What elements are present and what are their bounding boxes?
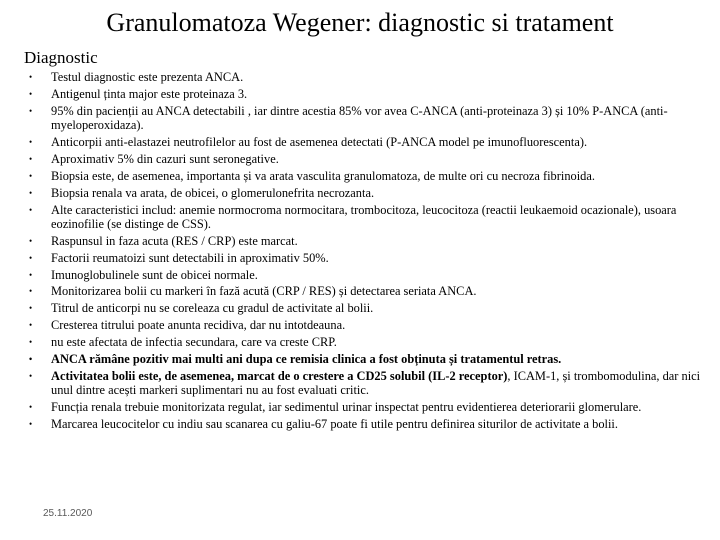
list-item: • Biopsia este, de asemenea, importanta și va arata vasculita granulomatoza, de multe ori cu necroza fibrinoida. [29, 168, 595, 183]
list-item: • Marcarea leucocitelor cu indiu sau scanarea cu galiu-67 poate fi utile pentru definirea siturilor de activitate a bolii. [29, 416, 618, 431]
list-item: • Anticorpii anti-elastazei neutrofilelor au fost de asemenea detectati (P-ANCA model pe imunofluorescenta). [29, 134, 588, 149]
list-item: • Biopsia renala va arata, de obicei, o glomerulonefrita necrozanta. [29, 185, 375, 200]
list-item: • Testul diagnostic este prezenta ANCA. [29, 70, 244, 84]
list-item: • Factorii reumatoizi sunt detectabili in aproximativ 50%. [29, 250, 329, 265]
list-item: • Imunoglobulinele sunt de obicei normale. [29, 267, 258, 282]
bullet-icon: • [29, 235, 33, 246]
bullet-icon: • [29, 370, 33, 381]
date-footer: 25.11.2020 [43, 508, 93, 519]
list-item: • Aproximativ 5% din cazuri sunt seronegative. [29, 151, 279, 166]
list-item: • 95% din pacienții au ANCA detectabili , iar dintre acestia 85% vor avea C-ANCA (anti-proteinaza 3) și 10% P-ANCA (anti-myeloperoxidaza). [29, 103, 668, 133]
list-item: • Cresterea titrului poate anunta recidiva, dar nu intotdeauna. [29, 318, 346, 333]
bullet-icon: • [29, 72, 33, 82]
list-item: • nu este afectata de infectia secundara, care va creste CRP. [29, 335, 337, 350]
bullet-icon: • [29, 252, 33, 263]
list-item: • Monitorizarea bolii cu markeri în fază acută (CRP / RES) și detectarea seriata ANCA. [29, 284, 477, 299]
section-heading: Diagnostic [24, 48, 98, 67]
bullet-icon: • [29, 337, 33, 348]
list-item: • Activitatea bolii este, de asemenea, marcat de o crestere a CD25 solubil (IL-2 receptor), ICAM-1, și trombomodulina, dar nici unul dintre acești markeri suplimentari nu au fost evaluati critic. [29, 368, 701, 398]
bullet-icon: • [29, 402, 33, 413]
bullet-icon: • [29, 170, 33, 181]
bullet-icon: • [29, 353, 33, 364]
bullet-icon: • [29, 136, 33, 147]
bullet-icon: • [29, 187, 33, 198]
list-item: • Antigenul ținta major este proteinaza 3. [29, 86, 248, 101]
bullet-icon: • [29, 269, 33, 280]
list-item: • ANCA rămâne pozitiv mai multi ani dupa ce remisia clinica a fost obținuta și tratamentul retras. [29, 351, 562, 366]
list-item: • Titrul de anticorpi nu se coreleaza cu gradul de activitate al bolii. [29, 301, 374, 316]
bullet-icon: • [29, 105, 33, 116]
bullet-icon: • [29, 286, 33, 297]
bullet-icon: • [29, 418, 33, 429]
bullet-icon: • [29, 303, 33, 314]
bullet-icon: • [29, 88, 33, 99]
slide-title: Granulomatoza Wegener: diagnostic si tratament [106, 8, 614, 37]
list-item: • Alte caracteristici includ: anemie normocroma normocitara, trombocitoza, leucocitoza (reactii leukaemoid ocazionale), usoara eozinofilie (se distinge de CSS). [29, 202, 677, 231]
list-item: • Raspunsul in faza acuta (RES / CRP) este marcat. [29, 233, 298, 248]
bullet-list [22, 70, 702, 434]
bullet-icon: • [29, 320, 33, 331]
list-item: • Funcția renala trebuie monitorizata regulat, iar sedimentul urinar inspectat pentru evidentierea deteriorarii glomerulare. [29, 400, 642, 415]
bullet-icon: • [29, 204, 33, 215]
bullet-icon: • [29, 153, 33, 164]
